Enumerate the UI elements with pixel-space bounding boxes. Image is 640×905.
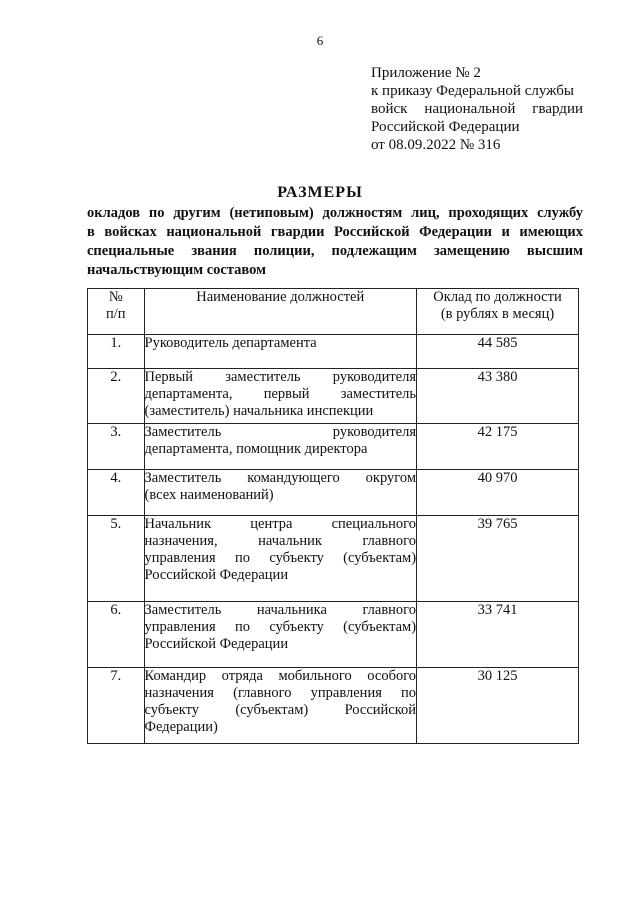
position-name-line: управления по субъекту (субъектам) bbox=[144, 550, 417, 566]
table-header-row bbox=[88, 289, 579, 335]
subtitle-line: в войсках национальной гвардии Российской Федерации и имеющих bbox=[87, 224, 583, 240]
table-row bbox=[88, 516, 579, 602]
position-name-line: Заместитель руководителя bbox=[144, 424, 417, 440]
position-name-line: (заместитель) начальника инспекции bbox=[144, 403, 374, 419]
position-name-line: Заместитель начальника главного bbox=[144, 602, 417, 618]
position-name-line: назначения, начальник главного bbox=[144, 533, 417, 549]
annex-line: войск национальной гвардии bbox=[371, 101, 583, 117]
salary-table bbox=[87, 288, 579, 744]
position-name bbox=[144, 602, 417, 668]
position-name-line: Начальник центра специального bbox=[144, 516, 417, 532]
row-number: 4. bbox=[88, 470, 145, 516]
position-name-line: Федерации) bbox=[144, 719, 218, 735]
subtitle-line: окладов по другим (нетиповым) должностям лиц, проходящих службу bbox=[87, 205, 583, 221]
table-row bbox=[88, 424, 579, 470]
position-name bbox=[144, 424, 417, 470]
position-name bbox=[144, 470, 417, 516]
salary-value: 42 175 bbox=[417, 424, 579, 470]
position-name bbox=[144, 335, 417, 369]
salary-value: 44 585 bbox=[417, 335, 579, 369]
position-name-line: Первый заместитель руководителя bbox=[144, 369, 417, 385]
salary-value: 40 970 bbox=[417, 470, 579, 516]
row-number: 2. bbox=[88, 369, 145, 424]
position-name-line: управления по субъекту (субъектам) bbox=[144, 619, 417, 635]
annex-header bbox=[371, 64, 583, 154]
position-name-line: Заместитель командующего округом bbox=[144, 470, 417, 486]
position-name-line: департамента, первый заместитель bbox=[144, 386, 417, 402]
position-name-line: Российской Федерации bbox=[144, 567, 289, 583]
header-position-name: Наименование должностей bbox=[144, 289, 417, 335]
position-name-line: субъекту (субъектам) Российской bbox=[144, 702, 417, 718]
annex-line: от 08.09.2022 № 316 bbox=[371, 137, 501, 153]
salary-value: 30 125 bbox=[417, 668, 579, 744]
position-name bbox=[144, 668, 417, 744]
row-number: 1. bbox=[88, 335, 145, 369]
salary-value: 39 765 bbox=[417, 516, 579, 602]
subtitle-line: специальные звания полиции, подлежащим замещению высшим bbox=[87, 243, 583, 259]
header-salary bbox=[417, 289, 579, 335]
header-number-line: п/п bbox=[105, 306, 126, 322]
header-salary-line: (в рублях в месяц) bbox=[440, 306, 555, 322]
table-row bbox=[88, 335, 579, 369]
salary-value: 43 380 bbox=[417, 369, 579, 424]
row-number: 6. bbox=[88, 602, 145, 668]
position-name bbox=[144, 516, 417, 602]
annex-line: к приказу Федеральной службы bbox=[371, 83, 575, 99]
header-number-line: № bbox=[108, 289, 123, 305]
row-number: 5. bbox=[88, 516, 145, 602]
table-row bbox=[88, 668, 579, 744]
annex-line: Приложение № 2 bbox=[371, 65, 481, 81]
table-row bbox=[88, 470, 579, 516]
position-name-line: Командир отряда мобильного особого bbox=[144, 668, 417, 684]
page-number: 6 bbox=[316, 33, 324, 48]
row-number: 3. bbox=[88, 424, 145, 470]
position-name-line: департамента, помощник директора bbox=[144, 441, 368, 457]
table-row bbox=[88, 369, 579, 424]
document-subtitle bbox=[87, 204, 583, 280]
position-name bbox=[144, 369, 417, 424]
position-name-line: (всех наименований) bbox=[144, 487, 274, 503]
subtitle-line: начальствующим составом bbox=[87, 262, 266, 278]
position-name-line: Руководитель департамента bbox=[144, 335, 317, 351]
row-number: 7. bbox=[88, 668, 145, 744]
header-number bbox=[88, 289, 145, 335]
table-row bbox=[88, 602, 579, 668]
document-title: РАЗМЕРЫ bbox=[277, 184, 363, 201]
salary-value: 33 741 bbox=[417, 602, 579, 668]
header-salary-line: Оклад по должности bbox=[433, 289, 562, 305]
position-name-line: назначения (главного управления по bbox=[144, 685, 417, 701]
annex-line: Российской Федерации bbox=[371, 119, 520, 135]
position-name-line: Российской Федерации bbox=[144, 636, 289, 652]
